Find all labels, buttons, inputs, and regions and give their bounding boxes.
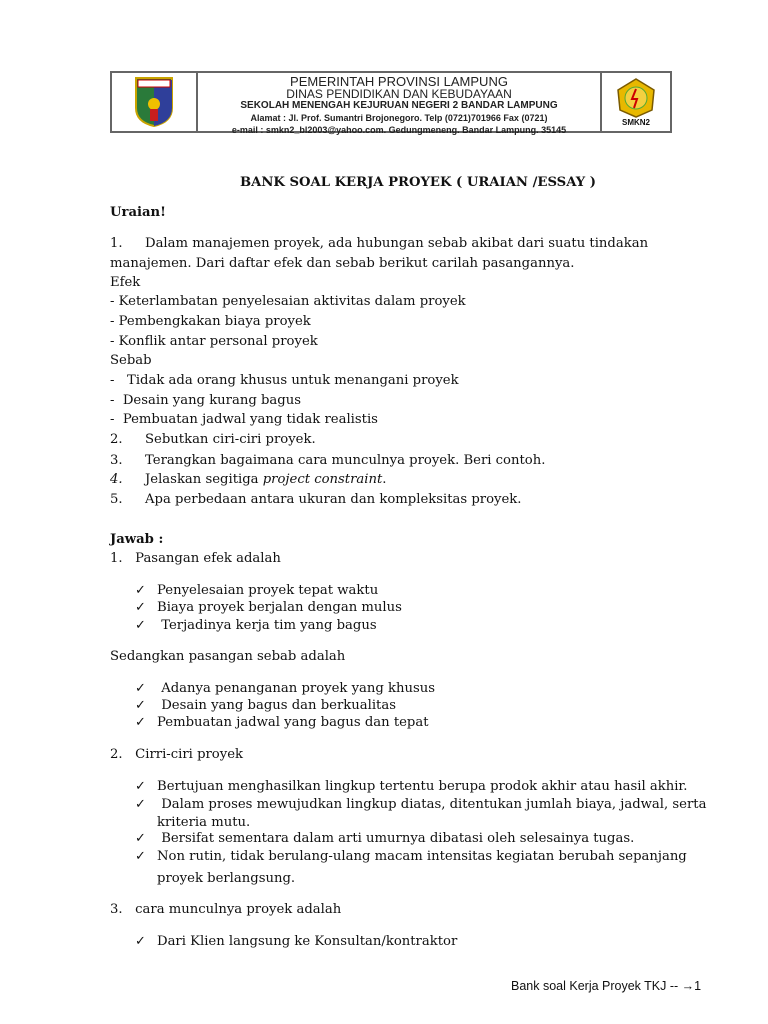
answer-item: Desain yang bagus dan berkualitas <box>157 698 396 713</box>
question-text-end: . <box>382 472 387 487</box>
efek-label: Efek <box>110 275 141 290</box>
question-text-main: Jelaskan segitiga <box>145 472 263 487</box>
answer-item: Pembuatan jadwal yang bagus dan tepat <box>157 715 429 730</box>
question-1-number: 1. <box>110 236 123 251</box>
letterhead-line-5: e-mail : smkn2_bl2003@yahoo.com. Gedungmeneng. Bandar Lampung. 35145 <box>231 125 567 135</box>
lampung-logo <box>112 73 198 131</box>
answer-item: Dalam proses mewujudkan lingkup diatas, ditentukan jumlah biaya, jadwal, serta <box>157 797 707 812</box>
letterhead-line-2: DINAS PENDIDIKAN DAN KEBUDAYAAN <box>286 87 512 101</box>
answer-item: Dari Klien langsung ke Konsultan/kontraktor <box>157 934 458 949</box>
check-icon: ✓ <box>135 681 146 696</box>
document-title: BANK SOAL KERJA PROYEK ( URAIAN /ESSAY ) <box>240 175 597 190</box>
jawab-heading: Jawab : <box>110 532 164 547</box>
answer-item: Bertujuan menghasilkan lingkup tertentu berupa prodok akhir atau hasil akhir. <box>157 779 688 794</box>
letterhead-text <box>198 73 602 135</box>
check-icon: ✓ <box>135 618 146 633</box>
uraian-heading: Uraian! <box>110 205 166 220</box>
question-1-text-cont: manajemen. Dari daftar efek dan sebab berikut carilah pasangannya. <box>110 256 575 271</box>
smkn2-logo-text: SMKN2 <box>621 117 650 127</box>
check-icon: ✓ <box>135 715 146 730</box>
answer-item: Terjadinya kerja tim yang bagus <box>157 618 377 633</box>
efek-item: - Konflik antar personal proyek <box>110 334 318 349</box>
check-icon: ✓ <box>135 797 146 812</box>
answer-item: Non rutin, tidak berulang-ulang macam intensitas kegiatan berubah sepanjang <box>157 849 687 864</box>
question-text <box>145 471 386 489</box>
letterhead-line-3: SEKOLAH MENENGAH KEJURUAN NEGERI 2 BANDAR LAMPUNG <box>240 100 558 111</box>
question-number: 5. <box>110 492 123 507</box>
question-text: Sebutkan ciri-ciri proyek. <box>145 432 316 447</box>
question-text: Apa perbedaan antara ukuran dan kompleksitas proyek. <box>145 492 522 507</box>
answer-item: Bersifat sementara dalam arti umurnya dibatasi oleh selesainya tugas. <box>157 831 635 846</box>
sedangkan-heading: Sedangkan pasangan sebab adalah <box>110 649 346 664</box>
answer-item-cont: proyek berlangsung. <box>157 871 296 886</box>
check-icon: ✓ <box>135 600 146 615</box>
question-text: Terangkan bagaimana cara munculnya proyek. Beri contoh. <box>145 453 546 468</box>
question-number: 4. <box>110 472 123 487</box>
answer-2-heading: 2. Cirri-ciri proyek <box>110 747 243 762</box>
check-icon: ✓ <box>135 831 146 846</box>
check-icon: ✓ <box>135 698 146 713</box>
sebab-item: - Desain yang kurang bagus <box>110 393 301 408</box>
answer-item-cont: kriteria mutu. <box>157 815 251 830</box>
check-icon: ✓ <box>135 849 146 864</box>
question-number: 2. <box>110 432 123 447</box>
smkn2-emblem-icon <box>616 78 656 118</box>
answer-item: Biaya proyek berjalan dengan mulus <box>157 600 402 615</box>
sebab-label: Sebab <box>110 353 152 368</box>
answer-3-heading: 3. cara munculnya proyek adalah <box>110 902 342 917</box>
answer-item: Penyelesaian proyek tepat waktu <box>157 583 379 598</box>
letterhead-line-1: PEMERINTAH PROVINSI LAMPUNG <box>290 74 508 89</box>
page-footer: Bank soal Kerja Proyek TKJ -- →1 <box>511 979 702 993</box>
question-number: 3. <box>110 453 123 468</box>
answer-item: Adanya penanganan proyek yang khusus <box>157 681 436 696</box>
letterhead-line-4: Alamat : Jl. Prof. Sumantri Brojonegoro. Telp (0721)701966 Fax (0721) <box>250 113 548 123</box>
question-1-text: Dalam manajemen proyek, ada hubungan sebab akibat dari suatu tindakan <box>145 236 649 251</box>
efek-item: - Keterlambatan penyelesaian aktivitas dalam proyek <box>110 294 466 309</box>
check-icon: ✓ <box>135 934 146 949</box>
check-icon: ✓ <box>135 583 146 598</box>
sebab-item: - Tidak ada orang khusus untuk menangani proyek <box>110 373 459 388</box>
smkn2-logo <box>602 73 670 131</box>
check-icon: ✓ <box>135 779 146 794</box>
question-text-emphasis: project constraint <box>262 472 383 487</box>
letterhead <box>110 71 672 133</box>
sebab-item: - Pembuatan jadwal yang tidak realistis <box>110 412 378 427</box>
lampung-emblem-icon <box>134 76 174 128</box>
efek-item: - Pembengkakan biaya proyek <box>110 314 311 329</box>
answer-1-heading: 1. Pasangan efek adalah <box>110 551 281 566</box>
